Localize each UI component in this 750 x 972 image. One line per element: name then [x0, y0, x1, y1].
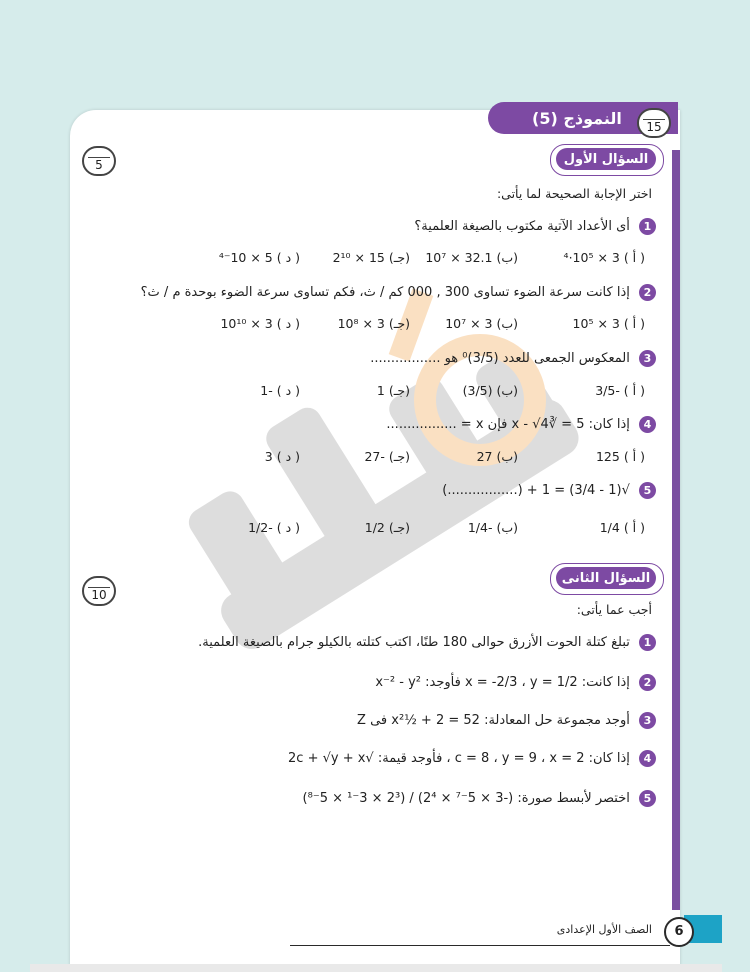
- option: ( د ) 3: [264, 449, 300, 464]
- option: (جـ) 1: [376, 383, 410, 398]
- question-text: إذا كانت: x = -2/3 ، y = 1/2 فأوجد: x⁻² - y²: [375, 675, 630, 690]
- option: ( أ ) 3 × 10⁵: [572, 316, 645, 331]
- section2-score-badge: [82, 576, 116, 606]
- question-text: تبلغ كتلة الحوت الأزرق حوالى 180 طنًا، اكتب كتلته بالكيلو جرام بالصيغة العلمية.: [198, 635, 630, 650]
- page-background-top: [30, 0, 722, 110]
- section2-question-1: [198, 634, 656, 651]
- footer-grade: الصف الأول الإعدادى: [556, 923, 652, 936]
- section2-title-pill: [556, 567, 656, 589]
- question-text: أوجد مجموعة حل المعادلة: 52 = 2 + ½x² فى Z: [357, 713, 630, 728]
- question-number: 1: [639, 218, 656, 235]
- model-title: النموذج (5): [532, 108, 622, 128]
- total-score-badge: [637, 108, 671, 138]
- page-number: 6: [664, 917, 694, 947]
- question-number: 3: [639, 712, 656, 729]
- option: (جـ) 1/2: [364, 520, 410, 535]
- option: ( أ ) 125: [595, 449, 645, 464]
- question-number: 2: [639, 674, 656, 691]
- page-edge-strip: [672, 150, 680, 910]
- question-number: 2: [639, 284, 656, 301]
- section2-title: السؤال الثانى: [561, 570, 651, 586]
- section2-question-4: [288, 750, 656, 767]
- section1-question-2: [141, 284, 656, 301]
- section1-score-badge: [82, 146, 116, 176]
- section1-question-4: [386, 416, 656, 433]
- question-number: 4: [639, 416, 656, 433]
- option: ( د ) 3 × 10¹⁰: [220, 316, 300, 331]
- section2-question-2: [375, 674, 656, 691]
- section2-question-5: [303, 790, 656, 807]
- section1-instruction: اختر الإجابة الصحيحة لما يأتى:: [496, 186, 652, 201]
- option: ( أ ) 3 × 10⁵·⁴: [563, 250, 645, 265]
- section1-question-3: [370, 350, 656, 367]
- option: (ب) 3 × 10⁷: [445, 316, 518, 331]
- section2-instruction: أجب عما يأتى:: [576, 602, 652, 617]
- bottom-bar: [30, 964, 722, 972]
- question-text: أى الأعداد الآتية مكتوب بالصيغة العلمية؟: [414, 219, 630, 234]
- option: ( د ) 5 × 10⁻⁴: [218, 250, 300, 265]
- question-number: 1: [639, 634, 656, 651]
- question-number: 4: [639, 750, 656, 767]
- option: (ب) 27: [476, 449, 518, 464]
- footer-rule: [290, 945, 670, 946]
- option: (جـ) -27: [364, 449, 410, 464]
- option: (جـ) 15 × 2¹⁰: [332, 250, 410, 265]
- option: (ب) (3/5): [462, 383, 518, 398]
- section2-question-3: [357, 712, 656, 729]
- section1-question-1: [414, 218, 656, 235]
- section1-question-5: [442, 482, 656, 499]
- question-text: إذا كانت سرعة الضوء تساوى 300 , 000 كم / ث، فكم تساوى سرعة الضوء بوحدة م / ث؟: [140, 285, 630, 300]
- question-text: √(1 - 3/4) = 1 + (.................): [442, 483, 630, 498]
- question-text: إذا كان: 5 = ∛x - √4 فإن x = .................: [386, 417, 630, 432]
- section1-title: السؤال الأول: [563, 151, 649, 167]
- question-text: المعكوس الجمعى للعدد (3/5)⁰ هو .................: [370, 351, 630, 366]
- question-text: اختصر لأبسط صورة: (-3 × 5⁻⁷ × 2⁴) / (2³ × 3⁻¹ × 5⁻⁸): [302, 791, 630, 806]
- option: ( د ) -1/2: [248, 520, 300, 535]
- question-number: 3: [639, 350, 656, 367]
- question-text: إذا كان: c = 8 ، y = 9 ، x = 2 ، فأوجد قيمة: √2c + √y + x: [288, 751, 630, 766]
- section1-score: 5: [95, 158, 103, 172]
- option: (ب) 32.1 × 10⁷: [425, 250, 518, 265]
- total-score: 15: [646, 120, 662, 134]
- section2-score: 10: [91, 588, 107, 602]
- section1-title-pill: [556, 148, 656, 170]
- option: ( د ) -1: [260, 383, 300, 398]
- option: ( أ ) -3/5: [595, 383, 645, 398]
- option: (ب) -1/4: [467, 520, 518, 535]
- question-number: 5: [639, 482, 656, 499]
- option: (جـ) 3 × 10⁸: [337, 316, 410, 331]
- option: ( أ ) 1/4: [599, 520, 645, 535]
- question-number: 5: [639, 790, 656, 807]
